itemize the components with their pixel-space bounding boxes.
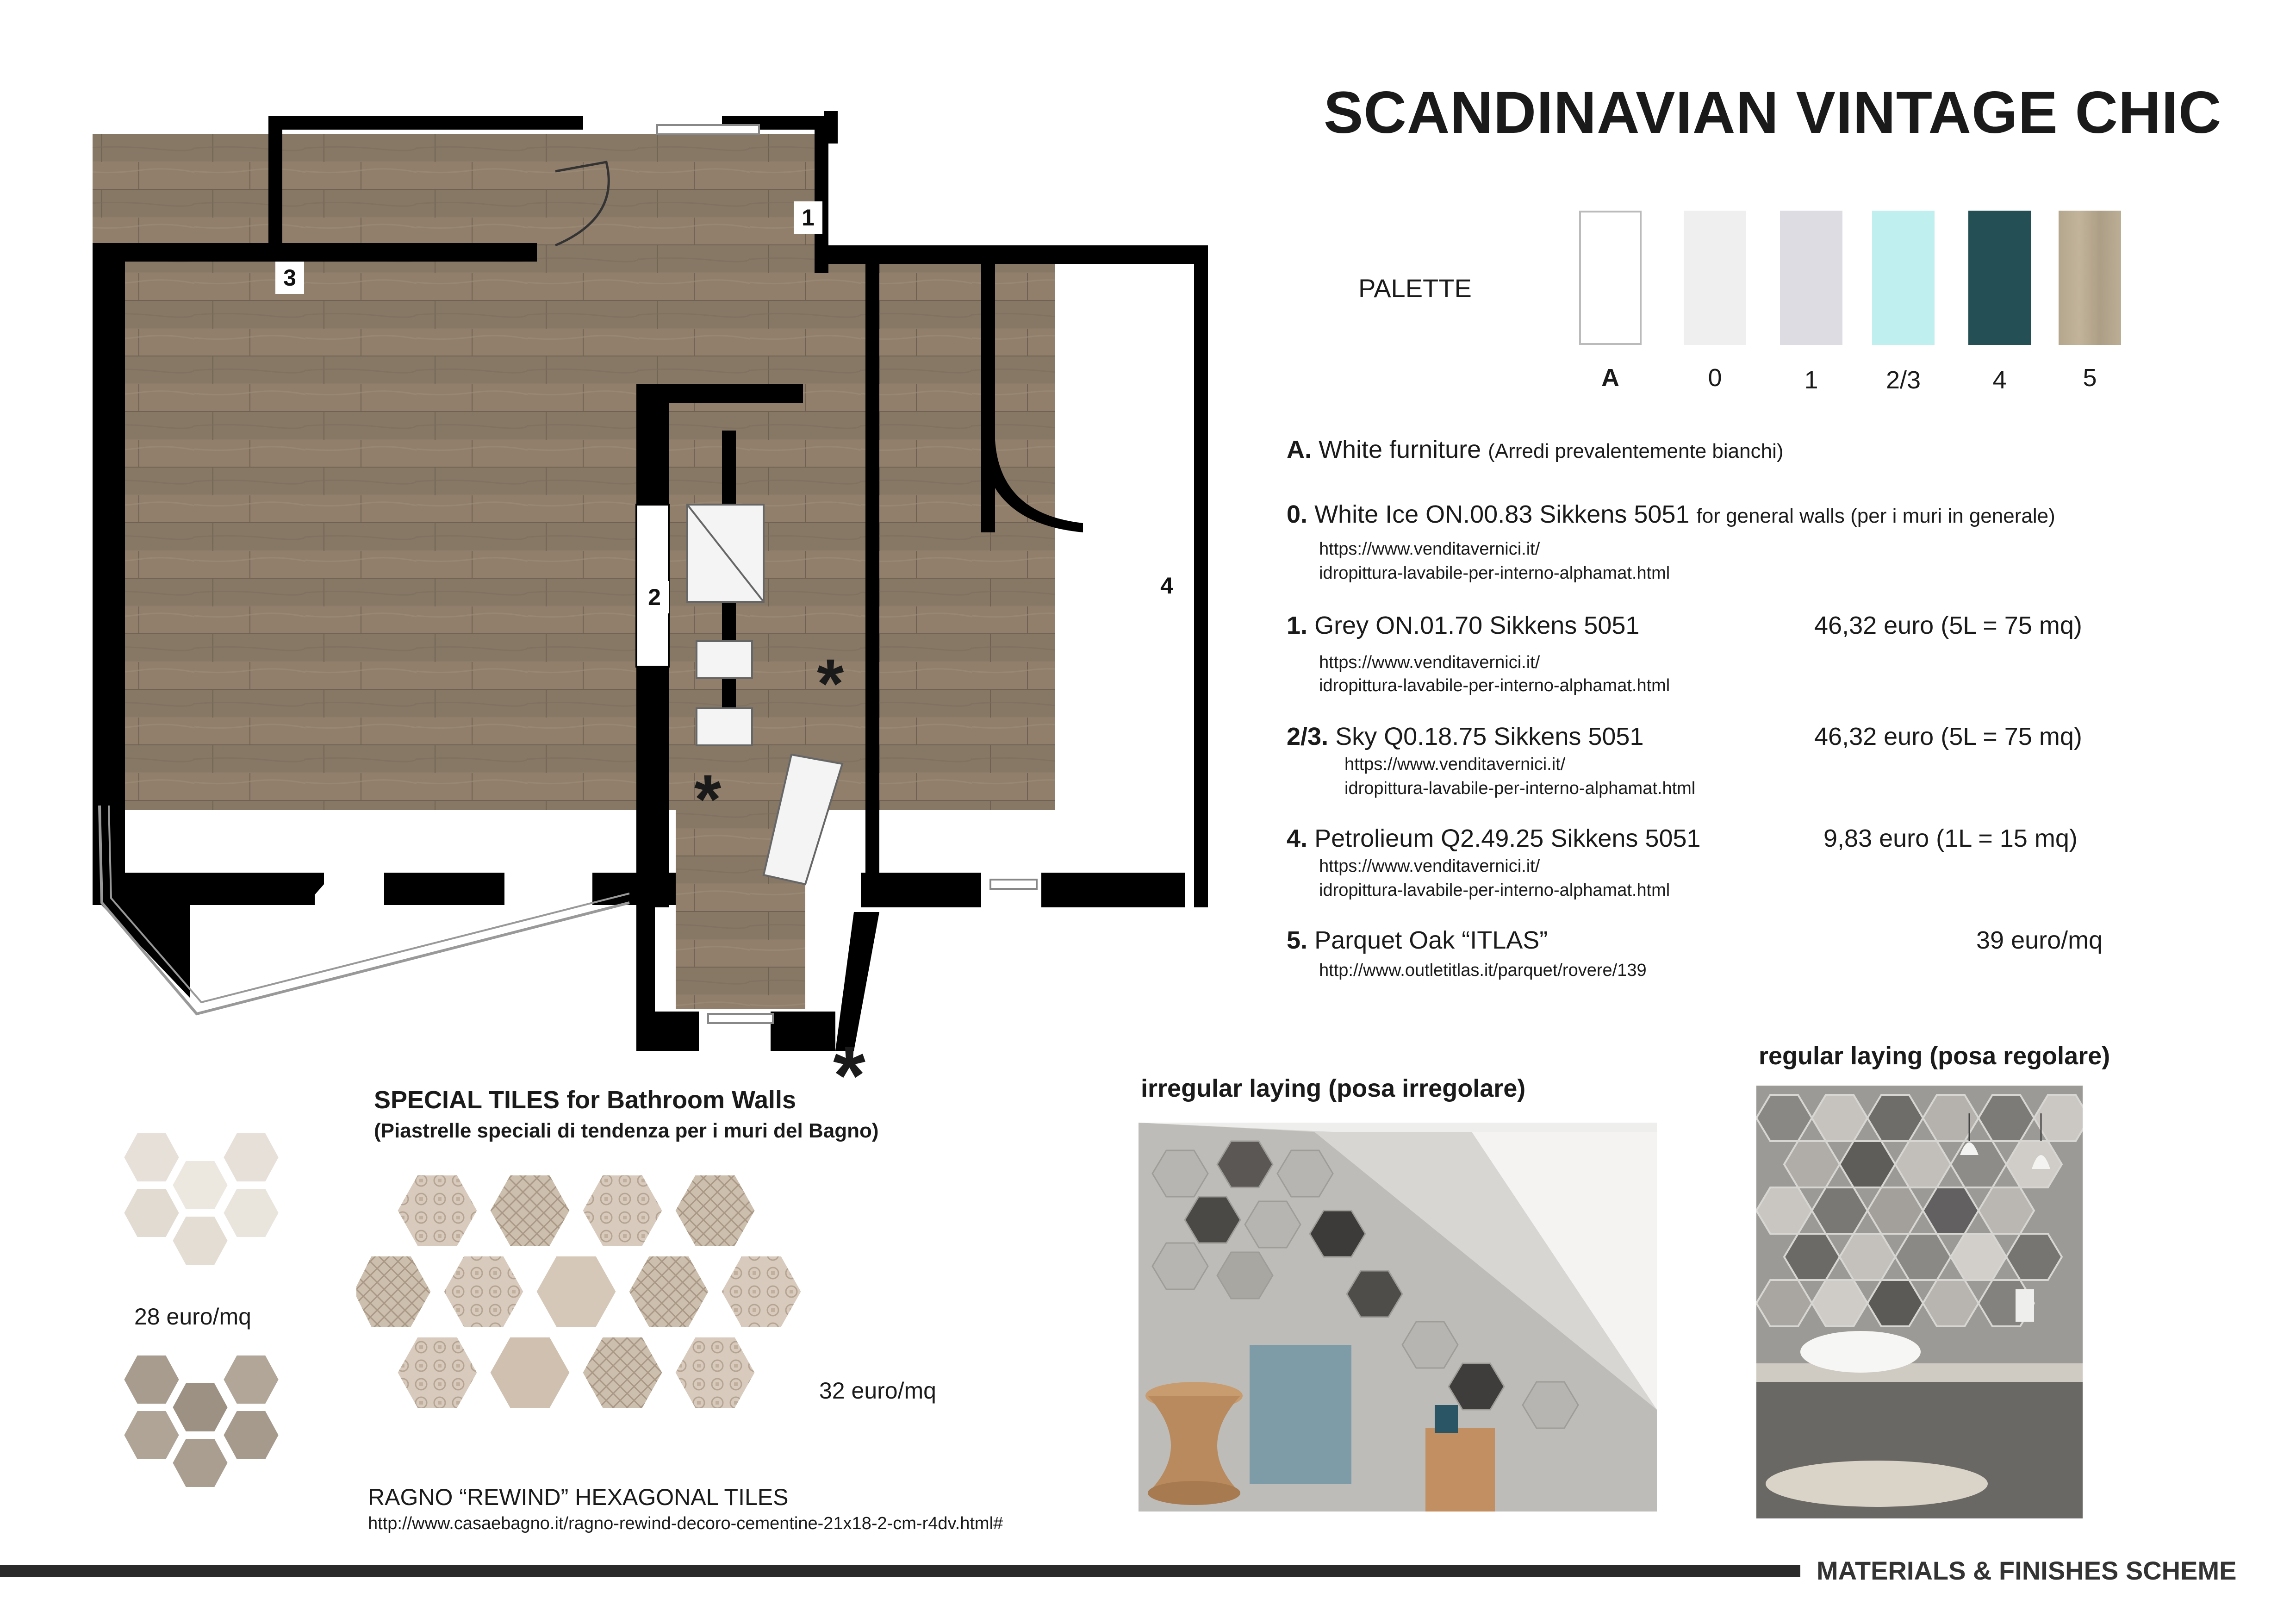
swatch-1 (1780, 211, 1842, 345)
spec-1 (1287, 611, 1639, 640)
spec-price: 46,32 euro (5L = 75 mq) (1814, 723, 2082, 750)
tile-marker-asterisk: * (694, 760, 722, 838)
spec-price: 9,83 euro (1L = 15 mq) (1823, 824, 2078, 852)
spec-num: A. (1287, 436, 1312, 463)
tile-marker-asterisk: * (817, 644, 844, 722)
swatch-label-1: 1 (1804, 366, 1818, 394)
tiles-subheading: (Piastrelle speciali di tendenza per i muri del Bagno) (374, 1119, 879, 1142)
spec-url-link[interactable]: idropittura-lavabile-per-interno-alphamat.html (1319, 881, 1670, 900)
tile-price-large: 32 euro/mq (819, 1378, 936, 1404)
swatch-0 (1684, 211, 1746, 345)
spec-a (1287, 435, 1784, 464)
spec-url-link[interactable]: idropittura-lavabile-per-interno-alphamat.html (1319, 676, 1670, 695)
spec-name: Parquet Oak “ITLAS” (1314, 926, 1548, 954)
spec-url-link[interactable]: idropittura-lavabile-per-interno-alphamat.html (1319, 563, 1670, 583)
swatch-a (1579, 211, 1642, 345)
page-title: SCANDINAVIAN VINTAGE CHIC (1324, 80, 2222, 146)
swatch-label-0: 0 (1708, 364, 1722, 392)
regular-laying-label: regular laying (posa regolare) (1759, 1042, 2110, 1070)
footer-bar (0, 1565, 1800, 1577)
tile-product-url[interactable]: http://www.casaebagno.it/ragno-rewind-decoro-cementine-21x18-2-cm-r4dv.html# (368, 1514, 1003, 1533)
spec-note: (Arredi prevalentemente bianchi) (1488, 440, 1784, 462)
hex-tile-rewind-sample (356, 1171, 833, 1430)
spec-note: for general walls (per i muri in generale) (1696, 505, 2055, 527)
spec-url-link[interactable]: http://www.outletitlas.it/parquet/rovere/139 (1319, 961, 1647, 980)
spec-4 (1287, 824, 1701, 853)
spec-price: 46,32 euro (5L = 75 mq) (1814, 612, 2082, 639)
room-label-2: 2 (640, 581, 669, 613)
room-label-3: 3 (275, 262, 304, 294)
spec-url-link[interactable]: https://www.venditavernici.it/ (1344, 755, 1566, 774)
spec-name: Sky Q0.18.75 Sikkens 5051 (1335, 723, 1644, 750)
tile-product-name: RAGNO “REWIND” HEXAGONAL TILES (368, 1484, 789, 1510)
spec-url-link[interactable]: idropittura-lavabile-per-interno-alphamat.html (1344, 779, 1696, 798)
spec-name: Grey ON.01.70 Sikkens 5051 (1314, 612, 1640, 639)
tiles-asterisk: * (833, 1029, 866, 1122)
swatch-label-a: A (1601, 364, 1619, 392)
room-label-1: 1 (794, 201, 822, 234)
swatch-label-4: 4 (1992, 366, 2007, 394)
spec-num: 0. (1287, 500, 1308, 528)
spec-5 (1287, 926, 1548, 955)
spec-url-link[interactable]: https://www.venditavernici.it/ (1319, 856, 1540, 876)
swatch-2-3 (1872, 211, 1935, 345)
footer-title: MATERIALS & FINISHES SCHEME (1817, 1556, 2237, 1585)
spec-name: White Ice ON.00.83 Sikkens 5051 (1314, 500, 1690, 528)
spec-name: Petrolieum Q2.49.25 Sikkens 5051 (1314, 824, 1701, 852)
hex-tile-dark-sample (109, 1352, 294, 1518)
room-label-4: 4 (1152, 569, 1181, 602)
spec-2-3 (1287, 722, 1644, 751)
floor-bathroom (676, 394, 805, 1009)
spec-price: 39 euro/mq (1976, 926, 2103, 954)
spec-num: 2/3. (1287, 723, 1329, 750)
irregular-laying-label: irregular laying (posa irregolare) (1141, 1074, 1526, 1102)
regular-laying-photo (1756, 1086, 2083, 1518)
swatch-5 (2059, 211, 2121, 345)
hex-tile-light-sample (109, 1130, 294, 1287)
palette-label: PALETTE (1358, 274, 1472, 303)
spec-name: White furniture (1319, 436, 1481, 463)
tile-price-small: 28 euro/mq (134, 1304, 251, 1330)
spec-url-link[interactable]: https://www.venditavernici.it/ (1319, 653, 1540, 672)
spec-num: 4. (1287, 824, 1308, 852)
spec-url-link[interactable]: https://www.venditavernici.it/ (1319, 539, 1540, 559)
swatch-label-5: 5 (2083, 364, 2097, 392)
swatch-label-2-3: 2/3 (1885, 366, 1921, 394)
irregular-laying-photo (1139, 1123, 1657, 1512)
spec-0 (1287, 500, 2055, 529)
swatch-4 (1968, 211, 2031, 345)
tiles-heading: SPECIAL TILES for Bathroom Walls (374, 1086, 796, 1114)
spec-num: 5. (1287, 926, 1308, 954)
spec-num: 1. (1287, 612, 1308, 639)
